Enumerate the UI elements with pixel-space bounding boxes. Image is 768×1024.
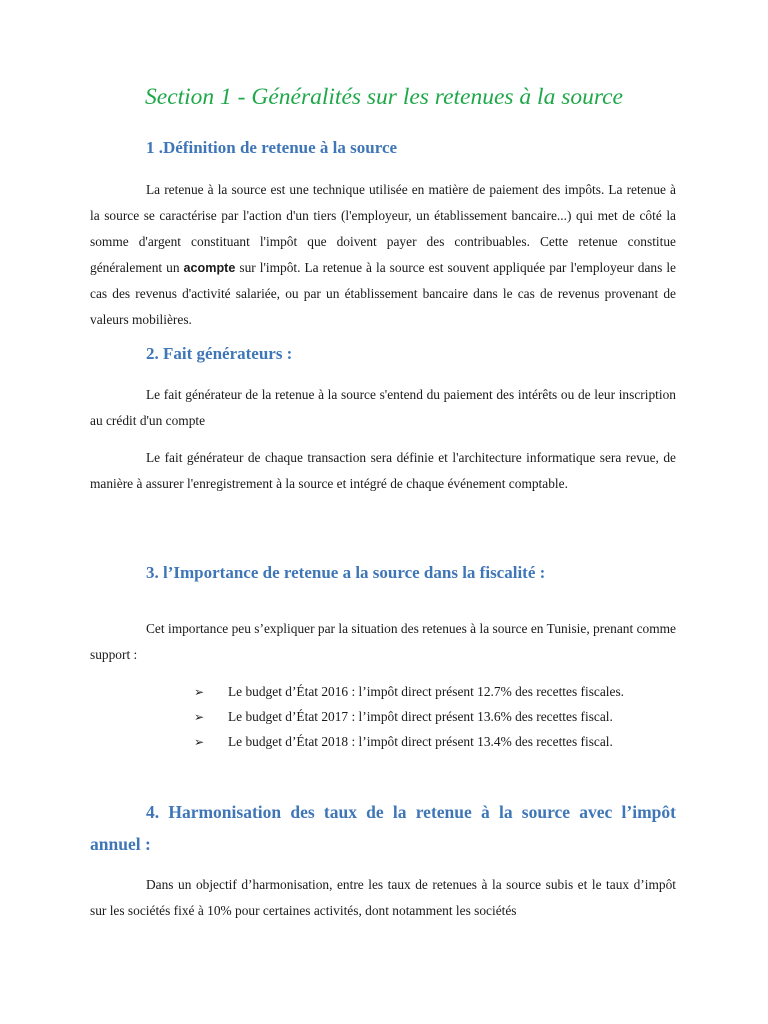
paragraph-definition-part2: sur l'impôt. La retenue à la source est souvent appliquée par l'employeur dans le cas des revenus d'activité salariée, ou par un établissement bancaire dans le cas de revenus provenant de valeurs mobilières. <box>90 260 676 327</box>
paragraph-fait-generateur-2-text: Le fait générateur de chaque transaction sera définie et l'architecture informatique sera revue, de manière à assurer l'enregistrement à la source et intégré de chaque événement comptable. <box>90 450 676 491</box>
arrow-bullet-icon: ➢ <box>194 710 205 724</box>
list-item <box>138 730 676 754</box>
paragraph-harmonisation-text: Dans un objectif d’harmonisation, entre les taux de retenues à la source subis et le taux d’impôt sur les sociétés fixé à 10% pour certaines activités, dont notamment les sociétés <box>90 877 676 918</box>
heading-importance: 3. l’Importance de retenue a la source dans la fiscalité : <box>146 563 546 582</box>
paragraph-fait-generateur-1 <box>90 382 676 434</box>
arrow-bullet-icon: ➢ <box>194 685 205 699</box>
list-item <box>138 680 676 704</box>
heading-definition: 1 .Définition de retenue à la source <box>146 138 398 157</box>
list-item-text: Le budget d’État 2016 : l’impôt direct présent 12.7% des recettes fiscales. <box>228 684 625 699</box>
paragraph-definition-part1: La retenue à la source est une technique utilisée en matière de paiement des impôts. La retenue à la source se caractérise par l'action d'un tiers (l'employeur, un établissement bancaire...) qui met de côté la somme d'argent constituant l'impôt que doivent payer des contribuables. Cette retenue constitue généralement un <box>90 182 676 275</box>
list-item-text: Le budget d’État 2017 : l’impôt direct présent 13.6% des recettes fiscal. <box>228 709 613 724</box>
heading-fait-generateur: 2. Fait générateurs : <box>146 344 293 363</box>
term-acompte: acompte <box>183 261 236 275</box>
section-title: Section 1 - Généralités sur les retenues à la source <box>145 84 623 110</box>
heading-harmonisation-text: 4. Harmonisation des taux de la retenue à la source avec l’impôt annuel : <box>90 802 676 854</box>
budget-list <box>138 680 676 755</box>
heading-harmonisation <box>90 796 676 860</box>
paragraph-fait-generateur-2 <box>90 445 676 497</box>
paragraph-importance-text: Cet importance peu s’expliquer par la situation des retenues à la source en Tunisie, prenant comme support : <box>90 621 676 662</box>
paragraph-importance <box>90 616 676 668</box>
paragraph-definition <box>90 177 676 333</box>
list-item <box>138 705 676 729</box>
arrow-bullet-icon: ➢ <box>194 735 205 749</box>
list-item-text: Le budget d’État 2018 : l’impôt direct présent 13.4% des recettes fiscal. <box>228 734 613 749</box>
paragraph-harmonisation <box>90 872 676 924</box>
paragraph-fait-generateur-1-text: Le fait générateur de la retenue à la source s'entend du paiement des intérêts ou de leur inscription au crédit d'un compte <box>90 387 676 428</box>
